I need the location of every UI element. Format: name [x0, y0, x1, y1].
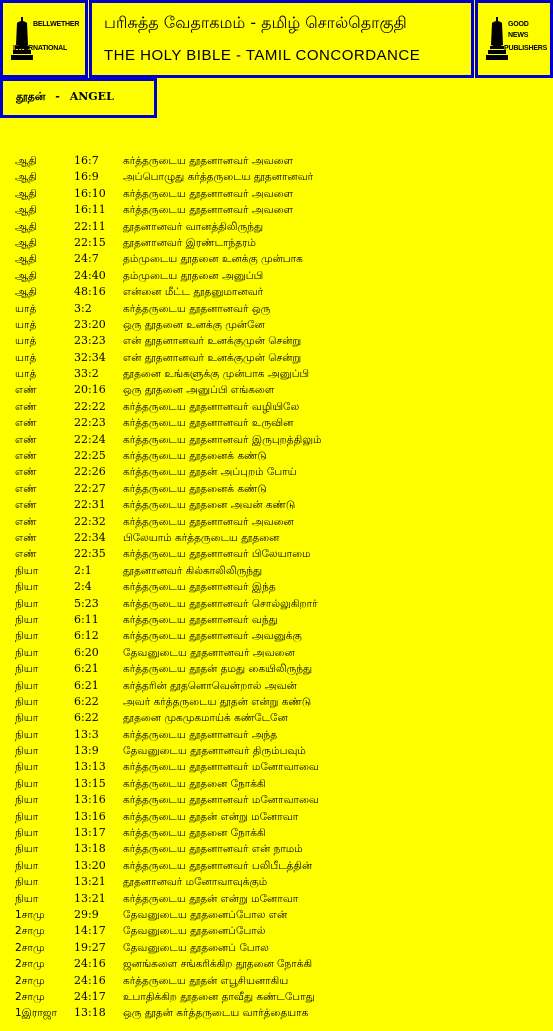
concordance-entry	[0, 235, 553, 251]
entry-book: நியா	[15, 613, 39, 626]
entry-book: நியா	[15, 597, 39, 610]
entry-text: தூதனானவர் மனோவாவுக்கும்	[123, 876, 268, 889]
entry-book: நியா	[15, 777, 39, 790]
logo-right-line1: GOOD NEWS	[508, 21, 529, 39]
section-word-tamil: தூதன்	[16, 90, 46, 103]
entry-reference: 13:17	[74, 826, 106, 840]
entry-book: எண்	[15, 482, 37, 495]
entry-reference: 22:25	[74, 449, 106, 463]
title-tamil: பரிசுத்த வேதாகமம் - தமிழ் சொல்தொகுதி	[104, 13, 407, 32]
entry-book: எண்	[15, 433, 37, 446]
concordance-entry	[0, 284, 553, 300]
entry-reference: 13:16	[74, 809, 106, 823]
entry-text: கர்த்தருடைய தூதனானவர் மனோவாவை	[123, 794, 319, 807]
entry-text: கர்த்தருடைய தூதனானவர் அந்த	[123, 728, 278, 741]
concordance-entry	[0, 481, 553, 497]
entry-reference: 22:24	[74, 432, 106, 446]
entry-text: கர்த்தருடைய தூதனானவர் அவளை	[123, 204, 293, 217]
entry-book: நியா	[15, 712, 39, 725]
entry-book: நியா	[15, 564, 39, 577]
entry-text: தேவனுடைய தூதனைப்போல்	[123, 925, 266, 938]
entry-book: நியா	[15, 663, 39, 676]
concordance-entry	[0, 776, 553, 792]
concordance-entry	[0, 301, 553, 317]
entry-text: தேவனுடைய தூதனைப் போல	[123, 941, 269, 954]
entry-text: கர்த்தருடைய தூதனானவர் உருவின	[123, 417, 294, 430]
entry-reference: 2:4	[74, 580, 92, 594]
concordance-entry	[0, 153, 553, 169]
entry-book: நியா	[15, 827, 39, 840]
entry-reference: 6:20	[74, 645, 99, 659]
entry-reference: 22:23	[74, 416, 106, 430]
entry-text: கர்த்தருடைய தூதனை நோக்கி	[123, 777, 266, 790]
entry-text: கர்த்தருடைய தூதனானவர் அவனை	[123, 515, 294, 528]
entry-reference: 16:11	[74, 203, 106, 217]
entry-text: கர்த்தருடைய தூதனானவர் பிலேயாமை	[123, 548, 311, 561]
entry-book: நியா	[15, 679, 39, 692]
entry-reference: 16:7	[74, 154, 99, 167]
entry-reference: 22:27	[74, 481, 106, 495]
entry-text: அப்பொழுது கர்த்தருடைய தூதனானவர்	[123, 171, 314, 184]
entry-text: தேவனுடைய தூதனைப்போல என்	[123, 908, 288, 921]
entry-text: தூதனானவர் கில்காலிலிருந்து	[123, 564, 263, 577]
publisher-logo-left	[0, 0, 88, 78]
entry-book: 1இராஜா	[15, 1007, 58, 1020]
entry-text: கர்த்தருடைய தூதனானவர் இருபுறத்திலும்	[123, 433, 322, 446]
entry-book: யாத்	[15, 318, 37, 331]
entry-text: கர்த்தருடைய தூதனானவர் அவனுக்கு	[123, 630, 302, 643]
publisher-logo-right	[475, 0, 553, 78]
entry-book: நியா	[15, 581, 39, 594]
concordance-entry	[0, 448, 553, 464]
entry-reference: 32:34	[74, 350, 106, 364]
entry-book: ஆதி	[15, 236, 37, 249]
concordance-entry	[0, 546, 553, 562]
entry-book: ஆதி	[15, 220, 37, 233]
entry-book: நியா	[15, 761, 39, 774]
concordance-entry	[0, 956, 553, 972]
entry-text: ஒரு தூதனை உனக்கு முன்னே	[123, 318, 265, 331]
entry-book: 2சாமு	[15, 941, 45, 954]
concordance-entry	[0, 415, 553, 431]
concordance-entry	[0, 514, 553, 530]
entry-book: யாத்	[15, 368, 37, 381]
entry-reference: 22:34	[74, 530, 106, 544]
entry-text: கர்த்தருடைய தூதனானவர் சொல்லுகிறார்	[123, 597, 318, 610]
concordance-entry	[0, 825, 553, 841]
concordance-entry	[0, 1005, 553, 1021]
entry-reference: 13:16	[74, 793, 106, 807]
entry-reference: 48:16	[74, 285, 106, 299]
entry-text: கர்த்தருடைய தூதனானவர் வந்து	[123, 613, 278, 626]
entry-reference: 22:26	[74, 465, 106, 479]
entry-text: தூதனானவர் வானத்திலிருந்து	[123, 220, 264, 233]
concordance-entry	[0, 874, 553, 890]
entry-reference: 13:21	[74, 875, 106, 889]
entry-text: கர்த்தருடைய தூதனானவர் இந்த	[123, 581, 276, 594]
entry-reference: 13:20	[74, 858, 106, 872]
entry-book: நியா	[15, 892, 39, 905]
entry-book: 2சாமு	[15, 990, 45, 1003]
entry-reference: 20:16	[74, 383, 106, 397]
logo-left-line1: BELLWETHER	[33, 21, 80, 28]
entry-text: கர்த்தருடைய தூதனானவர் என் நாமம்	[123, 843, 303, 856]
entry-text: கர்த்தருடைய தூதனானவர் ஒரு	[123, 302, 271, 315]
entry-reference: 23:23	[74, 334, 106, 348]
entry-book: எண்	[15, 531, 37, 544]
concordance-entry	[0, 792, 553, 808]
entry-reference: 19:27	[74, 940, 106, 954]
entry-text: கர்த்தருடைய தூதனை அவன் கண்டு	[123, 499, 296, 512]
section-heading	[0, 78, 157, 118]
entry-reference: 13:21	[74, 891, 106, 905]
entry-text: என் தூதனானவர் உனக்குமுன் சென்று	[123, 351, 302, 364]
entry-reference: 13:3	[74, 727, 99, 741]
entry-text: கர்த்தருடைய தூதன் அப்புறம் போய்	[123, 466, 297, 479]
entry-reference: 16:9	[74, 170, 99, 184]
concordance-entry	[0, 612, 553, 628]
entry-text: கர்த்தருடைய தூதன் தமது கையிலிருந்து	[123, 663, 313, 676]
logo-left-line2: INTERNATIONAL	[13, 45, 68, 52]
entry-book: யாத்	[15, 351, 37, 364]
entry-text: கர்த்தருடைய தூதனைக் கண்டு	[123, 482, 267, 495]
concordance-entry	[0, 858, 553, 874]
entry-text: கர்த்தருடைய தூதனானவர் அவளை	[123, 155, 293, 167]
concordance-entry	[0, 661, 553, 677]
concordance-entry	[0, 268, 553, 284]
entry-text: உபாதிக்கிற தூதனை தாவீது கண்டபோது	[123, 990, 315, 1003]
concordance-entry	[0, 907, 553, 923]
entry-reference: 22:35	[74, 547, 106, 561]
entry-text: என் தூதனானவர் உனக்குமுன் சென்று	[123, 335, 302, 348]
concordance-entry	[0, 432, 553, 448]
entry-reference: 14:17	[74, 924, 106, 938]
entry-book: எண்	[15, 417, 37, 430]
entry-text: ஜனங்களை சங்கரிக்கிற தூதனை நோக்கி	[123, 958, 313, 971]
concordance-entry	[0, 710, 553, 726]
entry-reference: 6:21	[74, 662, 99, 676]
entry-book: நியா	[15, 859, 39, 872]
entry-book: 2சாமு	[15, 974, 45, 987]
entry-reference: 6:12	[74, 629, 99, 643]
entry-text: தூதனானவர் இரண்டாந்தரம்	[123, 236, 256, 249]
entry-text: தேவனுடைய தூதனானவர் அவனை	[123, 646, 295, 659]
entry-book: நியா	[15, 794, 39, 807]
concordance-entry	[0, 940, 553, 956]
entry-book: ஆதி	[15, 253, 37, 266]
title-english: THE HOLY BIBLE - TAMIL CONCORDANCE	[104, 47, 421, 64]
entry-reference: 6:11	[74, 612, 99, 626]
entry-text: ஒரு தூதனை அனுப்பி எங்களை	[123, 384, 275, 397]
concordance-entry	[0, 202, 553, 218]
concordance-entry	[0, 579, 553, 595]
entry-reference: 13:18	[74, 1006, 106, 1020]
concordance-entry	[0, 759, 553, 775]
concordance-list	[0, 153, 553, 1022]
concordance-entry	[0, 186, 553, 202]
entry-text: கர்த்தருடைய தூதன் என்று மனோவா	[123, 810, 299, 823]
entry-text: கர்த்தருடைய தூதனை நோக்கி	[123, 827, 266, 840]
concordance-entry	[0, 891, 553, 907]
entry-book: 2சாமு	[15, 958, 45, 971]
entry-book: எண்	[15, 400, 37, 413]
entry-text: கர்த்தருடைய தூதனானவர் மனோவாவை	[123, 761, 319, 774]
entry-book: எண்	[15, 515, 37, 528]
concordance-entry	[0, 530, 553, 546]
entry-book: நியா	[15, 843, 39, 856]
entry-reference: 13:13	[74, 760, 106, 774]
concordance-entry	[0, 497, 553, 513]
logo-right-line2: PUBLISHERS	[504, 45, 548, 52]
concordance-entry	[0, 382, 553, 398]
concordance-entry	[0, 350, 553, 366]
entry-book: ஆதி	[15, 269, 37, 282]
entry-text: பிலேயாம் கர்த்தருடைய தூதனை	[123, 531, 280, 544]
entry-reference: 24:16	[74, 957, 106, 971]
entry-text: கர்த்தருடைய தூதனைக் கண்டு	[123, 450, 267, 463]
entry-reference: 13:15	[74, 776, 106, 790]
entry-book: யாத்	[15, 335, 37, 348]
concordance-entry	[0, 219, 553, 235]
concordance-entry	[0, 399, 553, 415]
entry-book: நியா	[15, 630, 39, 643]
concordance-entry	[0, 678, 553, 694]
entry-reference: 13:9	[74, 744, 99, 758]
concordance-entry	[0, 366, 553, 382]
entry-book: நியா	[15, 695, 39, 708]
entry-reference: 24:17	[74, 989, 106, 1003]
entry-reference: 24:40	[74, 268, 106, 282]
entry-book: எண்	[15, 499, 37, 512]
concordance-entry	[0, 989, 553, 1005]
concordance-entry	[0, 694, 553, 710]
entry-reference: 22:11	[74, 219, 106, 233]
entry-book: நியா	[15, 876, 39, 889]
concordance-entry	[0, 251, 553, 267]
concordance-entry	[0, 645, 553, 661]
entry-book: 1சாமு	[15, 908, 45, 921]
entry-reference: 22:32	[74, 514, 106, 528]
entry-reference: 6:21	[74, 678, 99, 692]
entry-text: தூதனை உங்களுக்கு முன்பாக அனுப்பி	[123, 368, 310, 381]
concordance-entry	[0, 809, 553, 825]
concordance-entry	[0, 317, 553, 333]
entry-book: நியா	[15, 810, 39, 823]
entry-reference: 24:7	[74, 252, 99, 266]
entry-book: நியா	[15, 745, 39, 758]
entry-book: ஆதி	[15, 155, 37, 167]
entry-book: நியா	[15, 728, 39, 741]
entry-reference: 22:15	[74, 235, 106, 249]
entry-reference: 5:23	[74, 596, 99, 610]
entry-text: கர்த்தருடைய தூதனானவர் வழியிலே	[123, 400, 300, 413]
entry-text: கர்த்தரின் தூதனொவென்றால் அவன்	[123, 679, 297, 692]
entry-reference: 13:18	[74, 842, 106, 856]
section-word-english: ANGEL	[69, 90, 114, 103]
entry-text: கர்த்தருடைய தூதன் எபூசியனாகிய	[123, 974, 289, 987]
entry-text: கர்த்தருடைய தூதனானவர் அவளை	[123, 187, 293, 200]
entry-book: எண்	[15, 450, 37, 463]
entry-text: தேவனுடைய தூதனானவர் திரும்பவும்	[123, 745, 306, 758]
title-banner	[89, 0, 474, 78]
entry-text: கர்த்தருடைய தூதன் என்று மனோவா	[123, 892, 299, 905]
entry-book: எண்	[15, 466, 37, 479]
concordance-entry	[0, 464, 553, 480]
entry-text: ஒரு தூதன் கர்த்தருடைய வார்த்தையாக	[123, 1007, 309, 1020]
entry-reference: 24:16	[74, 973, 106, 987]
entry-book: எண்	[15, 548, 37, 561]
section-separator: -	[55, 90, 60, 103]
concordance-entry	[0, 563, 553, 579]
entry-reference: 16:10	[74, 186, 106, 200]
entry-reference: 22:22	[74, 399, 106, 413]
concordance-entry	[0, 743, 553, 759]
concordance-entry	[0, 628, 553, 644]
entry-text: என்னை மீட்ட தூதனுமானவர்	[123, 286, 264, 299]
entry-book: ஆதி	[15, 171, 37, 184]
entry-book: 2சாமு	[15, 925, 45, 938]
concordance-entry	[0, 973, 553, 989]
entry-reference: 6:22	[74, 694, 99, 708]
entry-text: அவர் கர்த்தருடைய தூதன் என்று கண்டு	[123, 695, 312, 708]
entry-reference: 6:22	[74, 711, 99, 725]
entry-reference: 29:9	[74, 907, 99, 921]
entry-book: நியா	[15, 646, 39, 659]
entry-reference: 23:20	[74, 317, 106, 331]
concordance-entry	[0, 841, 553, 857]
entry-book: ஆதி	[15, 204, 37, 217]
entry-text: கர்த்தருடைய தூதனானவர் பலிபீடத்தின்	[123, 859, 313, 872]
entry-book: யாத்	[15, 302, 37, 315]
concordance-entry	[0, 923, 553, 939]
entry-text: தம்முடைய தூதனை அனுப்பி	[123, 269, 264, 282]
entry-reference: 2:1	[74, 563, 92, 577]
entry-text: தம்முடைய தூதனை உனக்கு முன்பாக	[123, 253, 303, 266]
concordance-entry	[0, 727, 553, 743]
entry-reference: 3:2	[74, 301, 92, 315]
entry-reference: 22:31	[74, 498, 106, 512]
concordance-entry	[0, 596, 553, 612]
entry-book: ஆதி	[15, 286, 37, 299]
concordance-entry	[0, 169, 553, 185]
entry-book: எண்	[15, 384, 37, 397]
entry-reference: 33:2	[74, 367, 99, 381]
entry-text: தூதனை முகமுகமாய்க் கண்டேனே	[123, 712, 288, 725]
entry-book: ஆதி	[15, 187, 37, 200]
concordance-entry	[0, 333, 553, 349]
